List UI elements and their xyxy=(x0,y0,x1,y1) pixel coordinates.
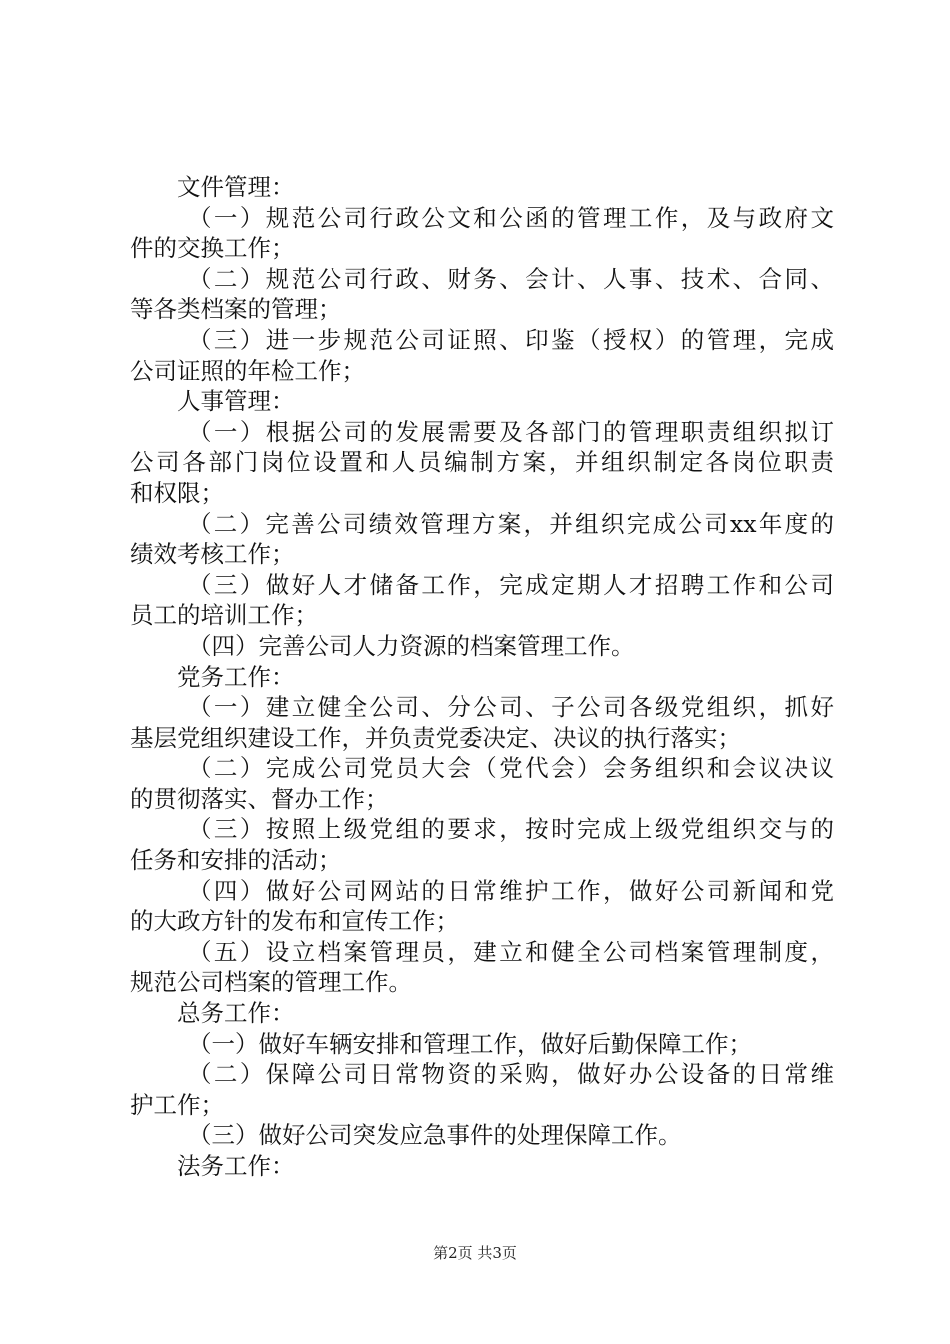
paragraph-line: （一）根据公司的发展需要及各部门的管理职责组织拟订 xyxy=(188,417,834,446)
paragraph-line: 任务和安排的活动； xyxy=(130,846,342,875)
section-heading: 人事管理： xyxy=(177,387,295,416)
paragraph-line: （三）按照上级党组的要求，按时完成上级党组织交与的 xyxy=(188,815,834,844)
paragraph-line: 绩效考核工作； xyxy=(130,540,295,569)
section-heading: 总务工作： xyxy=(177,999,295,1028)
paragraph-line: （五）设立档案管理员，建立和健全公司档案管理制度， xyxy=(188,937,834,966)
document-body xyxy=(130,172,834,1182)
paragraph-line: （三）进一步规范公司证照、印鉴（授权）的管理，完成 xyxy=(188,325,834,354)
paragraph-line: 护工作； xyxy=(130,1090,224,1119)
section-heading: 法务工作： xyxy=(177,1152,295,1180)
paragraph-line: （二）规范公司行政、财务、会计、人事、技术、合同、 xyxy=(188,264,834,293)
paragraph-line: 的大政方针的发布和宣传工作； xyxy=(130,907,459,936)
paragraph-line: （一）规范公司行政公文和公函的管理工作，及与政府文 xyxy=(188,203,834,232)
paragraph-line: 的贯彻落实、督办工作； xyxy=(130,784,389,813)
paragraph-line: 公司各部门岗位设置和人员编制方案，并组织制定各岗位职责 xyxy=(130,448,834,477)
paragraph-line: （二）完成公司党员大会（党代会）会务组织和会议决议 xyxy=(188,754,834,783)
paragraph-line: （三）做好人才储备工作，完成定期人才招聘工作和公司 xyxy=(188,570,834,599)
paragraph-line: （四）做好公司网站的日常维护工作，做好公司新闻和党 xyxy=(188,876,834,905)
paragraph-line: 基层党组织建设工作，并负责党委决定、决议的执行落实； xyxy=(130,723,741,752)
paragraph-line: 规范公司档案的管理工作。 xyxy=(130,968,412,997)
paragraph-line: （四）完善公司人力资源的档案管理工作。 xyxy=(188,631,635,660)
paragraph-line: （一）做好车辆安排和管理工作，做好后勤保障工作； xyxy=(188,1029,752,1058)
paragraph-line: （二）完善公司绩效管理方案，并组织完成公司xx年度的 xyxy=(188,509,834,538)
paragraph-line: 员工的培训工作； xyxy=(130,601,318,630)
paragraph-line: 件的交换工作； xyxy=(130,234,295,263)
paragraph-line: （一）建立健全公司、分公司、子公司各级党组织，抓好 xyxy=(188,693,834,722)
paragraph-line: （二）保障公司日常物资的采购，做好办公设备的日常维 xyxy=(188,1060,834,1089)
page-number: 第2页 共3页 xyxy=(433,1244,517,1262)
paragraph-line: 等各类档案的管理； xyxy=(130,295,342,324)
paragraph-line: （三）做好公司突发应急事件的处理保障工作。 xyxy=(188,1121,682,1150)
paragraph-line: 公司证照的年检工作； xyxy=(130,356,365,385)
paragraph-line: 和权限； xyxy=(130,478,224,507)
section-heading: 党务工作： xyxy=(177,662,295,691)
page-footer xyxy=(0,1243,950,1263)
section-heading: 文件管理： xyxy=(177,173,295,201)
